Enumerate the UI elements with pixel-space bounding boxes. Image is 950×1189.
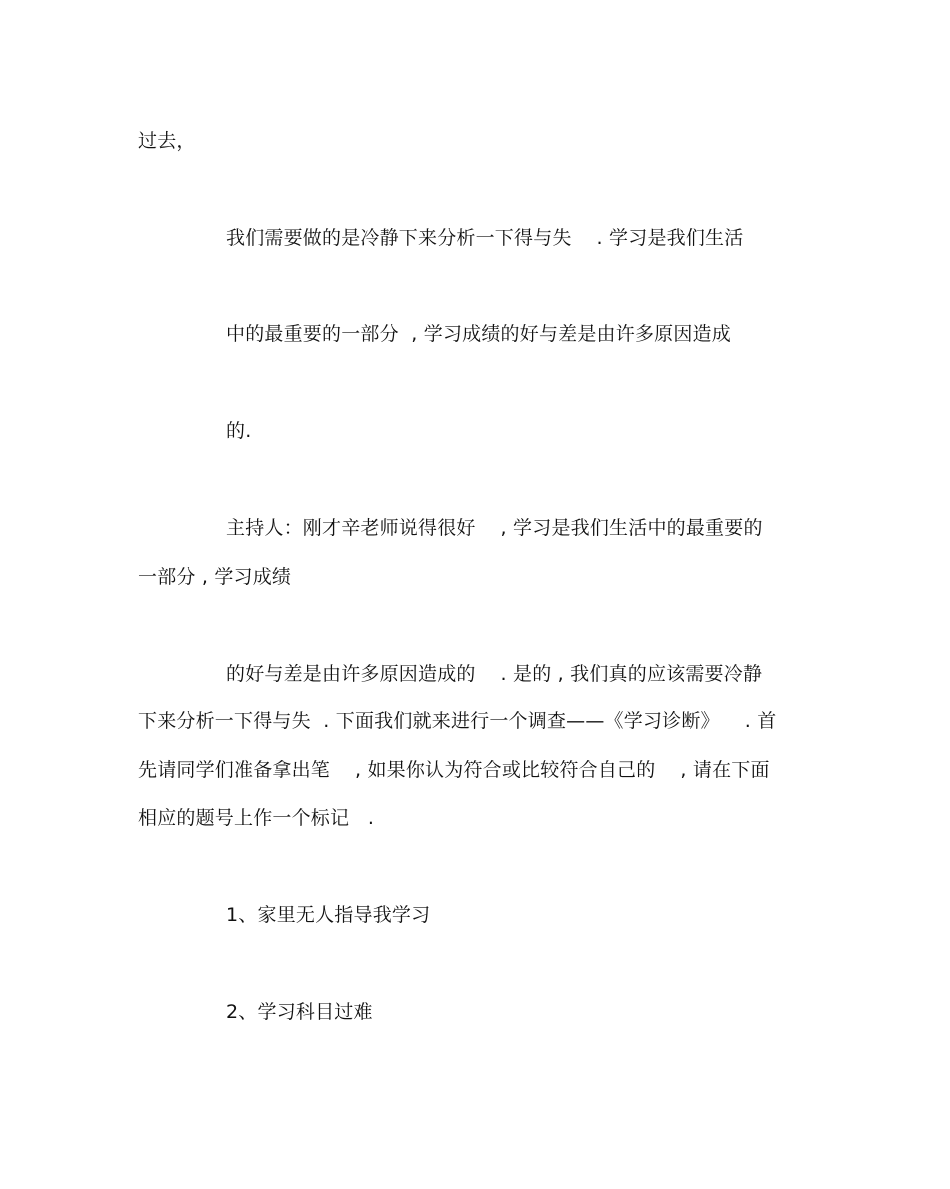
list-item-2: 2、学习科目过难 <box>226 1001 373 1023</box>
text-line-3: 中的最重要的一部分 , 学习成绩的好与差是由许多原因造成 <box>226 323 731 345</box>
text-line-8: 下来分析一下得与失 . 下面我们就来进行一个调查——《学习诊断》 . 首 <box>138 710 777 732</box>
text-line-6: 一部分 , 学习成绩 <box>138 566 292 588</box>
text-line-9: 先请同学们准备拿出笔 , 如果你认为符合或比较符合自己的 , 请在下面 <box>138 759 770 781</box>
text-line-10: 相应的题号上作一个标记 . <box>138 807 375 829</box>
text-line-4: 的. <box>226 420 252 442</box>
text-line-2: 我们需要做的是冷静下来分析一下得与失 . 学习是我们生活 <box>226 227 744 249</box>
text-line-5: 主持人：刚才辛老师说得很好 , 学习是我们生活中的最重要的 <box>226 517 763 539</box>
list-item-1: 1、家里无人指导我学习 <box>226 904 431 926</box>
text-line-7: 的好与差是由许多原因造成的 . 是的 , 我们真的应该需要冷静 <box>226 663 763 685</box>
text-line-1: 过去， <box>138 130 196 152</box>
